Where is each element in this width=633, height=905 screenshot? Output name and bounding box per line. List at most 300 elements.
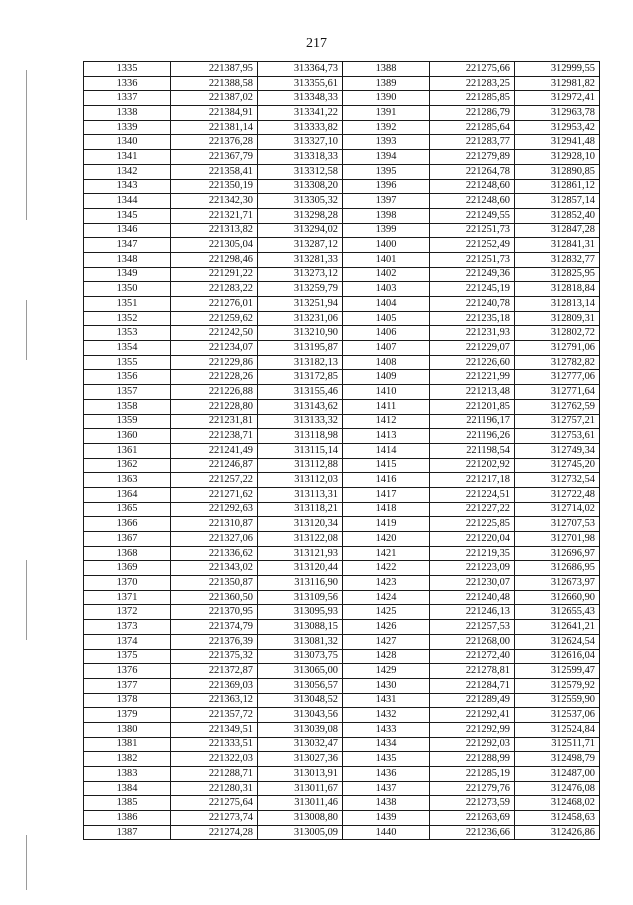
y-coordinate-cell: 312537,06: [515, 708, 600, 723]
x-coordinate-cell: 221273,59: [430, 796, 515, 811]
x-coordinate-cell: 221201,85: [430, 399, 515, 414]
point-number-cell: 1403: [343, 282, 430, 297]
point-number-cell: 1340: [84, 135, 171, 150]
x-coordinate-cell: 221279,76: [430, 781, 515, 796]
y-coordinate-cell: 312953,42: [515, 120, 600, 135]
table-row: [84, 297, 600, 312]
x-coordinate-cell: 221231,93: [430, 326, 515, 341]
x-coordinate-cell: 221381,14: [171, 120, 258, 135]
x-coordinate-cell: 221342,30: [171, 194, 258, 209]
y-coordinate-cell: 312745,20: [515, 458, 600, 473]
y-coordinate-cell: 312487,00: [515, 767, 600, 782]
x-coordinate-cell: 221384,91: [171, 106, 258, 121]
y-coordinate-cell: 312753,61: [515, 429, 600, 444]
point-number-cell: 1438: [343, 796, 430, 811]
point-number-cell: 1366: [84, 517, 171, 532]
point-number-cell: 1364: [84, 487, 171, 502]
point-number-cell: 1354: [84, 341, 171, 356]
y-coordinate-cell: 313120,44: [258, 561, 343, 576]
y-coordinate-cell: 312458,63: [515, 811, 600, 826]
table-row: [84, 399, 600, 414]
x-coordinate-cell: 221292,03: [430, 737, 515, 752]
x-coordinate-cell: 221226,88: [171, 385, 258, 400]
y-coordinate-cell: 313118,21: [258, 502, 343, 517]
x-coordinate-cell: 221275,66: [430, 62, 515, 77]
y-coordinate-cell: 313364,73: [258, 62, 343, 77]
y-coordinate-cell: 313355,61: [258, 76, 343, 91]
point-number-cell: 1336: [84, 76, 171, 91]
point-number-cell: 1407: [343, 341, 430, 356]
table-row: [84, 649, 600, 664]
table-row: [84, 106, 600, 121]
point-number-cell: 1360: [84, 429, 171, 444]
y-coordinate-cell: 312771,64: [515, 385, 600, 400]
x-coordinate-cell: 221248,60: [430, 194, 515, 209]
point-number-cell: 1337: [84, 91, 171, 106]
x-coordinate-cell: 221225,85: [430, 517, 515, 532]
x-coordinate-cell: 221229,07: [430, 341, 515, 356]
x-coordinate-cell: 221360,50: [171, 590, 258, 605]
point-number-cell: 1362: [84, 458, 171, 473]
y-coordinate-cell: 312757,21: [515, 414, 600, 429]
y-coordinate-cell: 313112,03: [258, 473, 343, 488]
table-row: [84, 767, 600, 782]
point-number-cell: 1426: [343, 620, 430, 635]
point-number-cell: 1389: [343, 76, 430, 91]
page-number: 217: [306, 36, 327, 51]
point-number-cell: 1404: [343, 297, 430, 312]
coordinates-table: [83, 61, 600, 840]
table-row: [84, 693, 600, 708]
table-row: [84, 605, 600, 620]
y-coordinate-cell: 312732,54: [515, 473, 600, 488]
y-coordinate-cell: 313143,62: [258, 399, 343, 414]
y-coordinate-cell: 313027,36: [258, 752, 343, 767]
table-row: [84, 385, 600, 400]
point-number-cell: 1430: [343, 678, 430, 693]
point-number-cell: 1399: [343, 223, 430, 238]
table-row: [84, 502, 600, 517]
x-coordinate-cell: 221196,17: [430, 414, 515, 429]
x-coordinate-cell: 221249,36: [430, 267, 515, 282]
x-coordinate-cell: 221387,02: [171, 91, 258, 106]
point-number-cell: 1390: [343, 91, 430, 106]
y-coordinate-cell: 312963,78: [515, 106, 600, 121]
y-coordinate-cell: 313005,09: [258, 825, 343, 840]
point-number-cell: 1431: [343, 693, 430, 708]
point-number-cell: 1411: [343, 399, 430, 414]
y-coordinate-cell: 313259,79: [258, 282, 343, 297]
y-coordinate-cell: 313115,14: [258, 443, 343, 458]
y-coordinate-cell: 313318,33: [258, 150, 343, 165]
x-coordinate-cell: 221217,18: [430, 473, 515, 488]
point-number-cell: 1382: [84, 752, 171, 767]
y-coordinate-cell: 312749,34: [515, 443, 600, 458]
table-row: [84, 355, 600, 370]
point-number-cell: 1351: [84, 297, 171, 312]
y-coordinate-cell: 312722,48: [515, 487, 600, 502]
y-coordinate-cell: 312861,12: [515, 179, 600, 194]
point-number-cell: 1348: [84, 252, 171, 267]
point-number-cell: 1418: [343, 502, 430, 517]
y-coordinate-cell: 313312,58: [258, 164, 343, 179]
point-number-cell: 1338: [84, 106, 171, 121]
point-number-cell: 1359: [84, 414, 171, 429]
x-coordinate-cell: 221288,71: [171, 767, 258, 782]
point-number-cell: 1347: [84, 238, 171, 253]
y-coordinate-cell: 312498,79: [515, 752, 600, 767]
x-coordinate-cell: 221310,87: [171, 517, 258, 532]
point-number-cell: 1365: [84, 502, 171, 517]
x-coordinate-cell: 221263,69: [430, 811, 515, 826]
x-coordinate-cell: 221238,71: [171, 429, 258, 444]
y-coordinate-cell: 312847,28: [515, 223, 600, 238]
point-number-cell: 1402: [343, 267, 430, 282]
x-coordinate-cell: 221350,87: [171, 576, 258, 591]
y-coordinate-cell: 312852,40: [515, 208, 600, 223]
x-coordinate-cell: 221276,01: [171, 297, 258, 312]
table-row: [84, 620, 600, 635]
x-coordinate-cell: 221369,03: [171, 678, 258, 693]
y-coordinate-cell: 312941,48: [515, 135, 600, 150]
y-coordinate-cell: 313251,94: [258, 297, 343, 312]
point-number-cell: 1363: [84, 473, 171, 488]
point-number-cell: 1395: [343, 164, 430, 179]
point-number-cell: 1391: [343, 106, 430, 121]
x-coordinate-cell: 221228,80: [171, 399, 258, 414]
x-coordinate-cell: 221350,19: [171, 179, 258, 194]
y-coordinate-cell: 312762,59: [515, 399, 600, 414]
point-number-cell: 1393: [343, 135, 430, 150]
y-coordinate-cell: 313011,67: [258, 781, 343, 796]
x-coordinate-cell: 221248,60: [430, 179, 515, 194]
table-row: [84, 282, 600, 297]
x-coordinate-cell: 221257,22: [171, 473, 258, 488]
point-number-cell: 1427: [343, 634, 430, 649]
y-coordinate-cell: 312777,06: [515, 370, 600, 385]
point-number-cell: 1429: [343, 664, 430, 679]
point-number-cell: 1346: [84, 223, 171, 238]
x-coordinate-cell: 221273,74: [171, 811, 258, 826]
y-coordinate-cell: 313195,87: [258, 341, 343, 356]
x-coordinate-cell: 221252,49: [430, 238, 515, 253]
x-coordinate-cell: 221274,28: [171, 825, 258, 840]
point-number-cell: 1439: [343, 811, 430, 826]
point-number-cell: 1349: [84, 267, 171, 282]
y-coordinate-cell: 312791,06: [515, 341, 600, 356]
point-number-cell: 1415: [343, 458, 430, 473]
table-row: [84, 135, 600, 150]
x-coordinate-cell: 221251,73: [430, 223, 515, 238]
x-coordinate-cell: 221327,06: [171, 532, 258, 547]
table-row: [84, 91, 600, 106]
y-coordinate-cell: 313122,08: [258, 532, 343, 547]
x-coordinate-cell: 221286,79: [430, 106, 515, 121]
point-number-cell: 1357: [84, 385, 171, 400]
point-number-cell: 1378: [84, 693, 171, 708]
y-coordinate-cell: 313113,31: [258, 487, 343, 502]
x-coordinate-cell: 221257,53: [430, 620, 515, 635]
scan-margin-line: [26, 300, 27, 360]
table-row: [84, 561, 600, 576]
y-coordinate-cell: 313287,12: [258, 238, 343, 253]
y-coordinate-cell: 313172,85: [258, 370, 343, 385]
y-coordinate-cell: 313231,06: [258, 311, 343, 326]
point-number-cell: 1335: [84, 62, 171, 77]
point-number-cell: 1397: [343, 194, 430, 209]
y-coordinate-cell: 313013,91: [258, 767, 343, 782]
table-row: [84, 62, 600, 77]
table-row: [84, 311, 600, 326]
y-coordinate-cell: 313327,10: [258, 135, 343, 150]
point-number-cell: 1350: [84, 282, 171, 297]
point-number-cell: 1344: [84, 194, 171, 209]
scan-margin-line: [26, 835, 27, 890]
point-number-cell: 1405: [343, 311, 430, 326]
point-number-cell: 1361: [84, 443, 171, 458]
x-coordinate-cell: 221226,60: [430, 355, 515, 370]
point-number-cell: 1345: [84, 208, 171, 223]
y-coordinate-cell: 312841,31: [515, 238, 600, 253]
x-coordinate-cell: 221246,13: [430, 605, 515, 620]
point-number-cell: 1376: [84, 664, 171, 679]
point-number-cell: 1401: [343, 252, 430, 267]
x-coordinate-cell: 221313,82: [171, 223, 258, 238]
x-coordinate-cell: 221280,31: [171, 781, 258, 796]
table-row: [84, 179, 600, 194]
x-coordinate-cell: 221240,48: [430, 590, 515, 605]
point-number-cell: 1440: [343, 825, 430, 840]
table-row: [84, 150, 600, 165]
y-coordinate-cell: 313273,12: [258, 267, 343, 282]
x-coordinate-cell: 221298,46: [171, 252, 258, 267]
table-row: [84, 267, 600, 282]
table-row: [84, 443, 600, 458]
y-coordinate-cell: 312999,55: [515, 62, 600, 77]
y-coordinate-cell: 312825,95: [515, 267, 600, 282]
y-coordinate-cell: 312981,82: [515, 76, 600, 91]
x-coordinate-cell: 221245,19: [430, 282, 515, 297]
point-number-cell: 1379: [84, 708, 171, 723]
y-coordinate-cell: 313298,28: [258, 208, 343, 223]
x-coordinate-cell: 221305,04: [171, 238, 258, 253]
x-coordinate-cell: 221240,78: [430, 297, 515, 312]
point-number-cell: 1377: [84, 678, 171, 693]
x-coordinate-cell: 221322,03: [171, 752, 258, 767]
y-coordinate-cell: 312928,10: [515, 150, 600, 165]
table-row: [84, 194, 600, 209]
x-coordinate-cell: 221241,49: [171, 443, 258, 458]
y-coordinate-cell: 312809,31: [515, 311, 600, 326]
x-coordinate-cell: 221367,79: [171, 150, 258, 165]
y-coordinate-cell: 312857,14: [515, 194, 600, 209]
point-number-cell: 1412: [343, 414, 430, 429]
table-row: [84, 708, 600, 723]
x-coordinate-cell: 221370,95: [171, 605, 258, 620]
y-coordinate-cell: 313308,20: [258, 179, 343, 194]
y-coordinate-cell: 312686,95: [515, 561, 600, 576]
x-coordinate-cell: 221227,22: [430, 502, 515, 517]
point-number-cell: 1408: [343, 355, 430, 370]
y-coordinate-cell: 312524,84: [515, 722, 600, 737]
x-coordinate-cell: 221202,92: [430, 458, 515, 473]
table-row: [84, 796, 600, 811]
y-coordinate-cell: 313121,93: [258, 546, 343, 561]
point-number-cell: 1409: [343, 370, 430, 385]
point-number-cell: 1406: [343, 326, 430, 341]
y-coordinate-cell: 312579,92: [515, 678, 600, 693]
table-row: [84, 737, 600, 752]
table-row: [84, 120, 600, 135]
y-coordinate-cell: 312426,86: [515, 825, 600, 840]
point-number-cell: 1369: [84, 561, 171, 576]
table-row: [84, 532, 600, 547]
x-coordinate-cell: 221224,51: [430, 487, 515, 502]
x-coordinate-cell: 221246,87: [171, 458, 258, 473]
point-number-cell: 1384: [84, 781, 171, 796]
x-coordinate-cell: 221372,87: [171, 664, 258, 679]
x-coordinate-cell: 221196,26: [430, 429, 515, 444]
x-coordinate-cell: 221275,64: [171, 796, 258, 811]
x-coordinate-cell: 221285,85: [430, 91, 515, 106]
x-coordinate-cell: 221283,22: [171, 282, 258, 297]
point-number-cell: 1375: [84, 649, 171, 664]
y-coordinate-cell: 313120,34: [258, 517, 343, 532]
x-coordinate-cell: 221271,62: [171, 487, 258, 502]
y-coordinate-cell: 313281,33: [258, 252, 343, 267]
point-number-cell: 1398: [343, 208, 430, 223]
point-number-cell: 1423: [343, 576, 430, 591]
scan-margin-line: [26, 560, 27, 640]
x-coordinate-cell: 221223,09: [430, 561, 515, 576]
x-coordinate-cell: 221236,66: [430, 825, 515, 840]
point-number-cell: 1353: [84, 326, 171, 341]
point-number-cell: 1342: [84, 164, 171, 179]
x-coordinate-cell: 221278,81: [430, 664, 515, 679]
y-coordinate-cell: 312701,98: [515, 532, 600, 547]
x-coordinate-cell: 221234,07: [171, 341, 258, 356]
point-number-cell: 1358: [84, 399, 171, 414]
point-number-cell: 1421: [343, 546, 430, 561]
x-coordinate-cell: 221219,35: [430, 546, 515, 561]
point-number-cell: 1388: [343, 62, 430, 77]
point-number-cell: 1420: [343, 532, 430, 547]
x-coordinate-cell: 221235,18: [430, 311, 515, 326]
point-number-cell: 1343: [84, 179, 171, 194]
y-coordinate-cell: 313043,56: [258, 708, 343, 723]
x-coordinate-cell: 221285,64: [430, 120, 515, 135]
y-coordinate-cell: 313065,00: [258, 664, 343, 679]
x-coordinate-cell: 221289,49: [430, 693, 515, 708]
point-number-cell: 1400: [343, 238, 430, 253]
x-coordinate-cell: 221288,99: [430, 752, 515, 767]
y-coordinate-cell: 313073,75: [258, 649, 343, 664]
y-coordinate-cell: 312511,71: [515, 737, 600, 752]
y-coordinate-cell: 312673,97: [515, 576, 600, 591]
point-number-cell: 1341: [84, 150, 171, 165]
y-coordinate-cell: 312616,04: [515, 649, 600, 664]
y-coordinate-cell: 313182,13: [258, 355, 343, 370]
x-coordinate-cell: 221292,41: [430, 708, 515, 723]
y-coordinate-cell: 312890,85: [515, 164, 600, 179]
table-row: [84, 634, 600, 649]
table-row: [84, 678, 600, 693]
x-coordinate-cell: 221279,89: [430, 150, 515, 165]
point-number-cell: 1416: [343, 473, 430, 488]
y-coordinate-cell: 312707,53: [515, 517, 600, 532]
y-coordinate-cell: 313112,88: [258, 458, 343, 473]
point-number-cell: 1383: [84, 767, 171, 782]
x-coordinate-cell: 221228,26: [171, 370, 258, 385]
y-coordinate-cell: 313109,56: [258, 590, 343, 605]
x-coordinate-cell: 221387,95: [171, 62, 258, 77]
table-row: [84, 576, 600, 591]
point-number-cell: 1435: [343, 752, 430, 767]
table-row: [84, 517, 600, 532]
x-coordinate-cell: 221264,78: [430, 164, 515, 179]
point-number-cell: 1414: [343, 443, 430, 458]
y-coordinate-cell: 313116,90: [258, 576, 343, 591]
y-coordinate-cell: 313008,80: [258, 811, 343, 826]
x-coordinate-cell: 221230,07: [430, 576, 515, 591]
point-number-cell: 1424: [343, 590, 430, 605]
x-coordinate-cell: 221268,00: [430, 634, 515, 649]
y-coordinate-cell: 313088,15: [258, 620, 343, 635]
y-coordinate-cell: 312641,21: [515, 620, 600, 635]
point-number-cell: 1432: [343, 708, 430, 723]
y-coordinate-cell: 313133,32: [258, 414, 343, 429]
x-coordinate-cell: 221229,86: [171, 355, 258, 370]
y-coordinate-cell: 313348,33: [258, 91, 343, 106]
x-coordinate-cell: 221333,51: [171, 737, 258, 752]
x-coordinate-cell: 221272,40: [430, 649, 515, 664]
y-coordinate-cell: 312714,02: [515, 502, 600, 517]
x-coordinate-cell: 221198,54: [430, 443, 515, 458]
point-number-cell: 1433: [343, 722, 430, 737]
x-coordinate-cell: 221292,99: [430, 722, 515, 737]
table-row: [84, 473, 600, 488]
table-row: [84, 370, 600, 385]
y-coordinate-cell: 312468,02: [515, 796, 600, 811]
point-number-cell: 1367: [84, 532, 171, 547]
table-row: [84, 429, 600, 444]
y-coordinate-cell: 313048,52: [258, 693, 343, 708]
y-coordinate-cell: 312802,72: [515, 326, 600, 341]
point-number-cell: 1372: [84, 605, 171, 620]
table-row: [84, 781, 600, 796]
scan-margin-line: [26, 70, 27, 220]
point-number-cell: 1373: [84, 620, 171, 635]
y-coordinate-cell: 313118,98: [258, 429, 343, 444]
point-number-cell: 1356: [84, 370, 171, 385]
x-coordinate-cell: 221388,58: [171, 76, 258, 91]
point-number-cell: 1371: [84, 590, 171, 605]
point-number-cell: 1428: [343, 649, 430, 664]
x-coordinate-cell: 221358,41: [171, 164, 258, 179]
point-number-cell: 1434: [343, 737, 430, 752]
point-number-cell: 1352: [84, 311, 171, 326]
table-row: [84, 164, 600, 179]
y-coordinate-cell: 313210,90: [258, 326, 343, 341]
table-row: [84, 664, 600, 679]
y-coordinate-cell: 312559,90: [515, 693, 600, 708]
table-row: [84, 752, 600, 767]
x-coordinate-cell: 221213,48: [430, 385, 515, 400]
point-number-cell: 1422: [343, 561, 430, 576]
table-row: [84, 223, 600, 238]
y-coordinate-cell: 313011,46: [258, 796, 343, 811]
x-coordinate-cell: 221292,63: [171, 502, 258, 517]
